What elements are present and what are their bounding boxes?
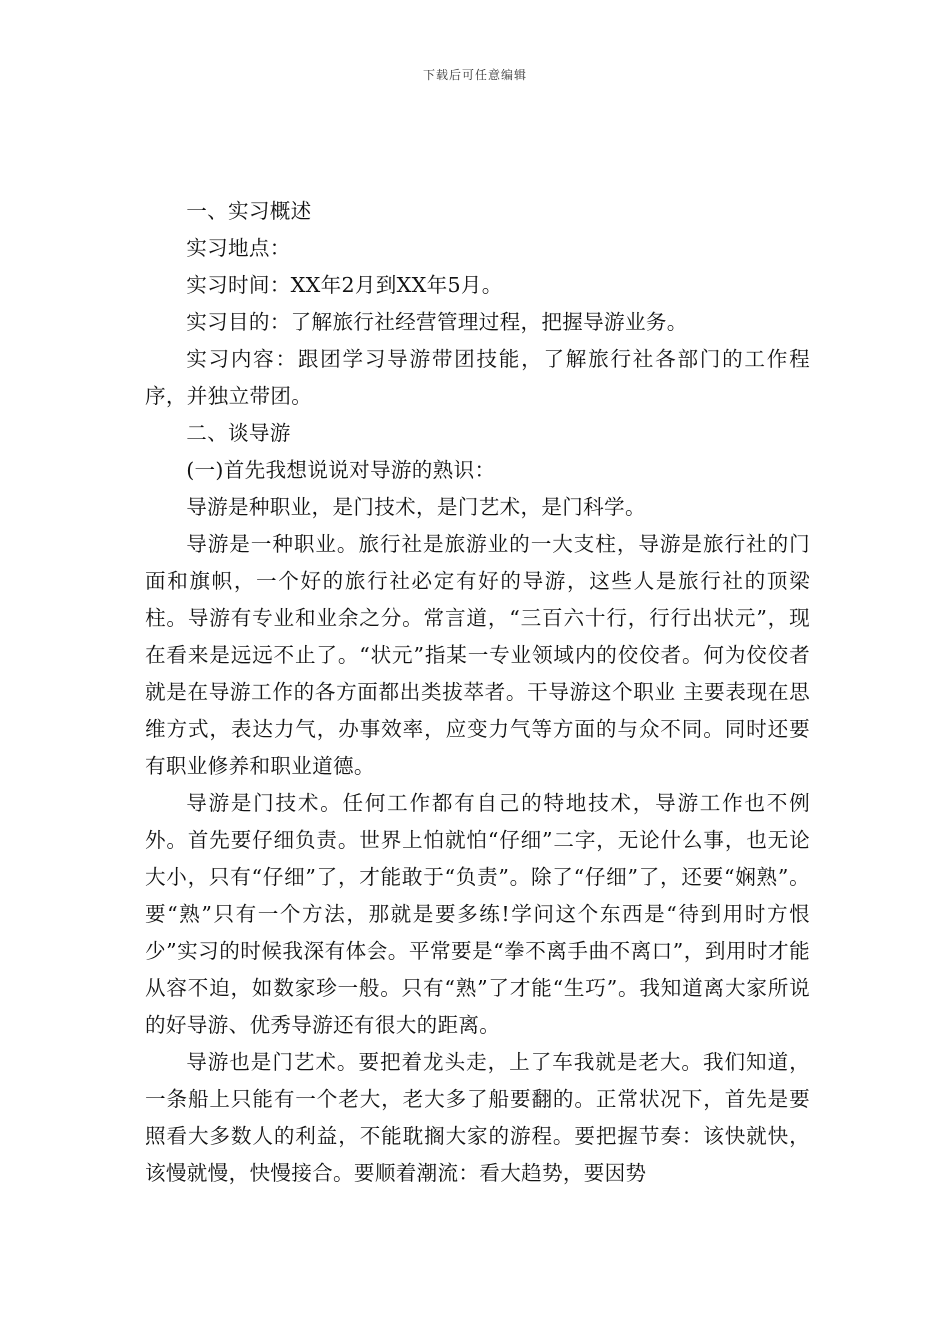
internship-time: 实习时间：XX年2月到XX年5月。 [186, 273, 503, 297]
paragraph-summary: 导游是种职业，是门技术，是门艺术，是门科学。 [186, 495, 646, 519]
internship-content: 实习内容：跟团学习导游带团技能，了解旅行社各部门的工作程序，并独立带团。 [145, 347, 810, 408]
internship-purpose: 实习目的：了解旅行社经营管理过程，把握导游业务。 [186, 310, 688, 334]
paragraph-art: 导游也是门艺术。要把着龙头走，上了车我就是老大。我们知道，一条船上只能有一个老大，老大多了船要翻的。正常状况下，首先是要照看大多数人的利益，不能耽搁大家的游程。要把握节奏：该快就快，该慢就慢，快慢接合。要顺着潮流：看大趋势，要因势 [145, 1050, 810, 1185]
document-body [145, 193, 810, 1192]
section-heading-tour-guide: 二、谈导游 [186, 421, 291, 445]
internship-location: 实习地点： [186, 236, 291, 260]
subsection-heading-understanding: (一)首先我想说说对导游的熟识： [186, 458, 496, 482]
section-heading-overview: 一、实习概述 [186, 199, 312, 223]
page-header: 下载后可任意编辑 [422, 68, 527, 82]
paragraph-profession: 导游是一种职业。旅行社是旅游业的一大支柱，导游是旅行社的门面和旗帜，一个好的旅行社必定有好的导游，这些人是旅行社的顶梁柱。导游有专业和业余之分。常言道，“三百六十行，行行出状元”，现在看来是远远不止了。“状元”指某一专业领域内的佼佼者。何为佼佼者就是在导游工作的各方面都出类拔萃者。干导游这个职业 主要表现在思维方式，表达力气，办事效率，应变力气等方面的与众不同。同时还要有职业修养和职业道德。 [145, 532, 810, 778]
paragraph-technique: 导游是门技术。任何工作都有自己的特地技术，导游工作也不例外。首先要仔细负责。世界上怕就怕“仔细”二字，无论什么事，也无论大小，只有“仔细”了，才能敢于“负责”。除了“仔细”了，还要“娴熟”。要“熟”只有一个方法，那就是要多练!学问这个东西是“待到用时方恨少”实习的时候我深有体会。平常要是“拳不离手曲不离口”，到用时才能从容不迫，如数家珍一般。只有“熟”了才能“生巧”。我知道离大家所说的好导游、优秀导游还有很大的距离。 [145, 791, 810, 1037]
